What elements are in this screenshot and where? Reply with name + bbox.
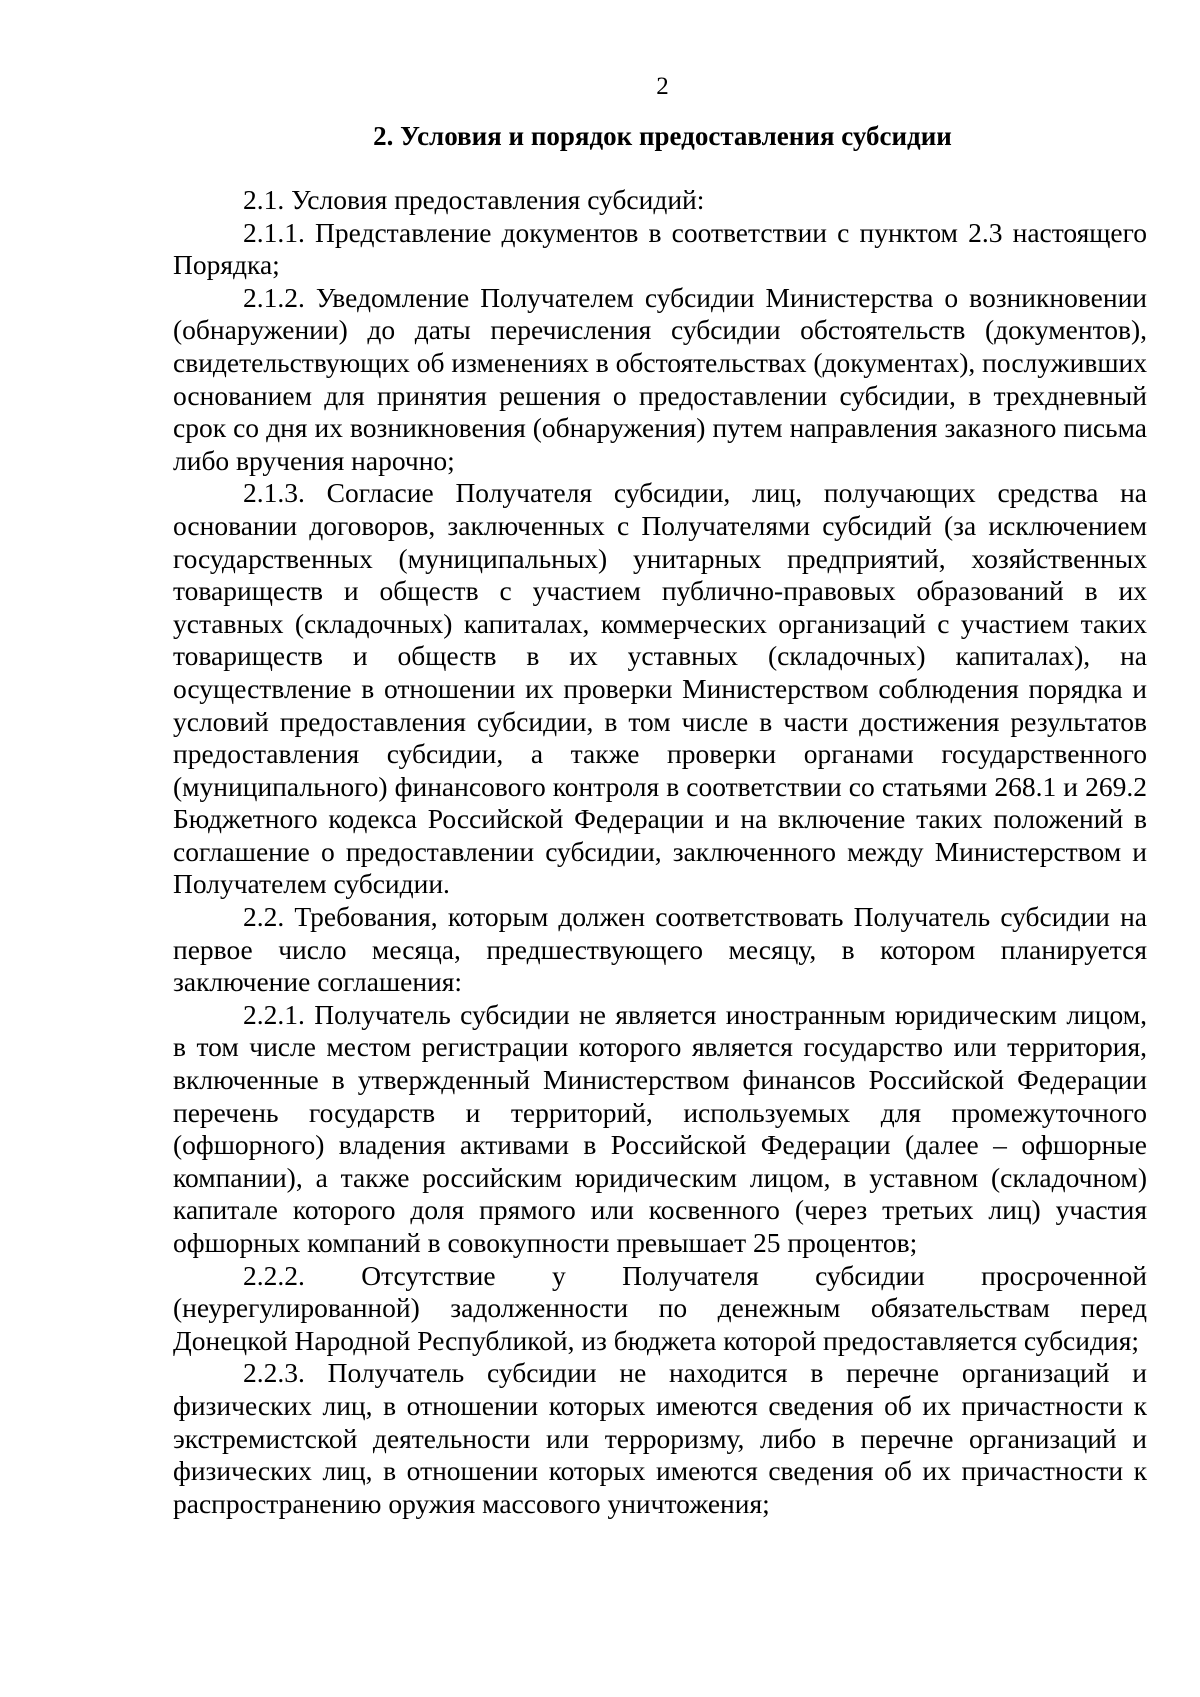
section-title: 2. Условия и порядок предоставления субсидии xyxy=(373,121,952,151)
paragraph-2-1-1: 2.1.1. Представление документов в соответствии с пунктом 2.3 настоящего Порядка; xyxy=(173,216,1147,281)
paragraph-2-1-3: 2.1.3. Согласие Получателя субсидии, лиц, получающих средства на основании договоров, заключенных с Получателями субсидий (за исключением государственных (муниципальных) унитарных предприятий, хозяйственных товариществ и обществ с участием публично-правовых образований в их уставных (складочных) капиталах, коммерческих организаций с участием таких товариществ и обществ в их уставных (складочных) капиталах), на осуществление в отношении их проверки Министерством соблюдения порядка и условий предоставления субсидии, в том числе в части достижения результатов предоставления субсидии, а также проверки органами государственного (муниципального) финансового контроля в соответствии со статьями 268.1 и 269.2 Бюджетного кодекса Российской Федерации и на включение таких положений в соглашение о предоставлении субсидии, заключенного между Министерством и Получателем субсидии. xyxy=(173,477,1147,900)
paragraph-2-2-2: 2.2.2. Отсутствие у Получателя субсидии просроченной (неурегулированной) задолженности по денежным обязательствам перед Донецкой Народной Республикой, из бюджета которой предоставляется субсидия; xyxy=(173,1259,1147,1356)
paragraph-2-2-1: 2.2.1. Получатель субсидии не является иностранным юридическим лицом, в том числе местом регистрации которого является государство или территория, включенные в утвержденный Министерством финансов Российской Федерации перечень государств и территорий, используемых для промежуточного (офшорного) владения активами в Российской Федерации (далее – офшорные компании), а также российским юридическим лицом, в уставном (складочном) капитале которого доля прямого или косвенного (через третьих лиц) участия офшорных компаний в совокупности превышает 25 процентов; xyxy=(173,998,1147,1258)
page-number: 2 xyxy=(656,73,669,100)
document-body xyxy=(173,184,1147,1520)
paragraph-2-2-3: 2.2.3. Получатель субсидии не находится в перечне организаций и физических лиц, в отношении которых имеются сведения об их причастности к экстремистской деятельности или терроризму, либо в перечне организаций и физических лиц, в отношении которых имеются сведения об их причастности к распространению оружия массового уничтожения; xyxy=(173,1357,1147,1519)
paragraph-2-1-2: 2.1.2. Уведомление Получателем субсидии Министерства о возникновении (обнаружении) до даты перечисления субсидии обстоятельств (документов), свидетельствующих об изменениях в обстоятельствах (документах), послуживших основанием для принятия решения о предоставлении субсидии, в трехдневный срок со дня их возникновения (обнаружения) путем направления заказного письма либо вручения нарочно; xyxy=(173,281,1147,476)
paragraph-2-2: 2.2. Требования, которым должен соответствовать Получатель субсидии на первое число месяца, предшествующего месяцу, в котором планируется заключение соглашения: xyxy=(173,901,1147,998)
paragraph-2-1: 2.1. Условия предоставления субсидий: xyxy=(243,184,705,215)
